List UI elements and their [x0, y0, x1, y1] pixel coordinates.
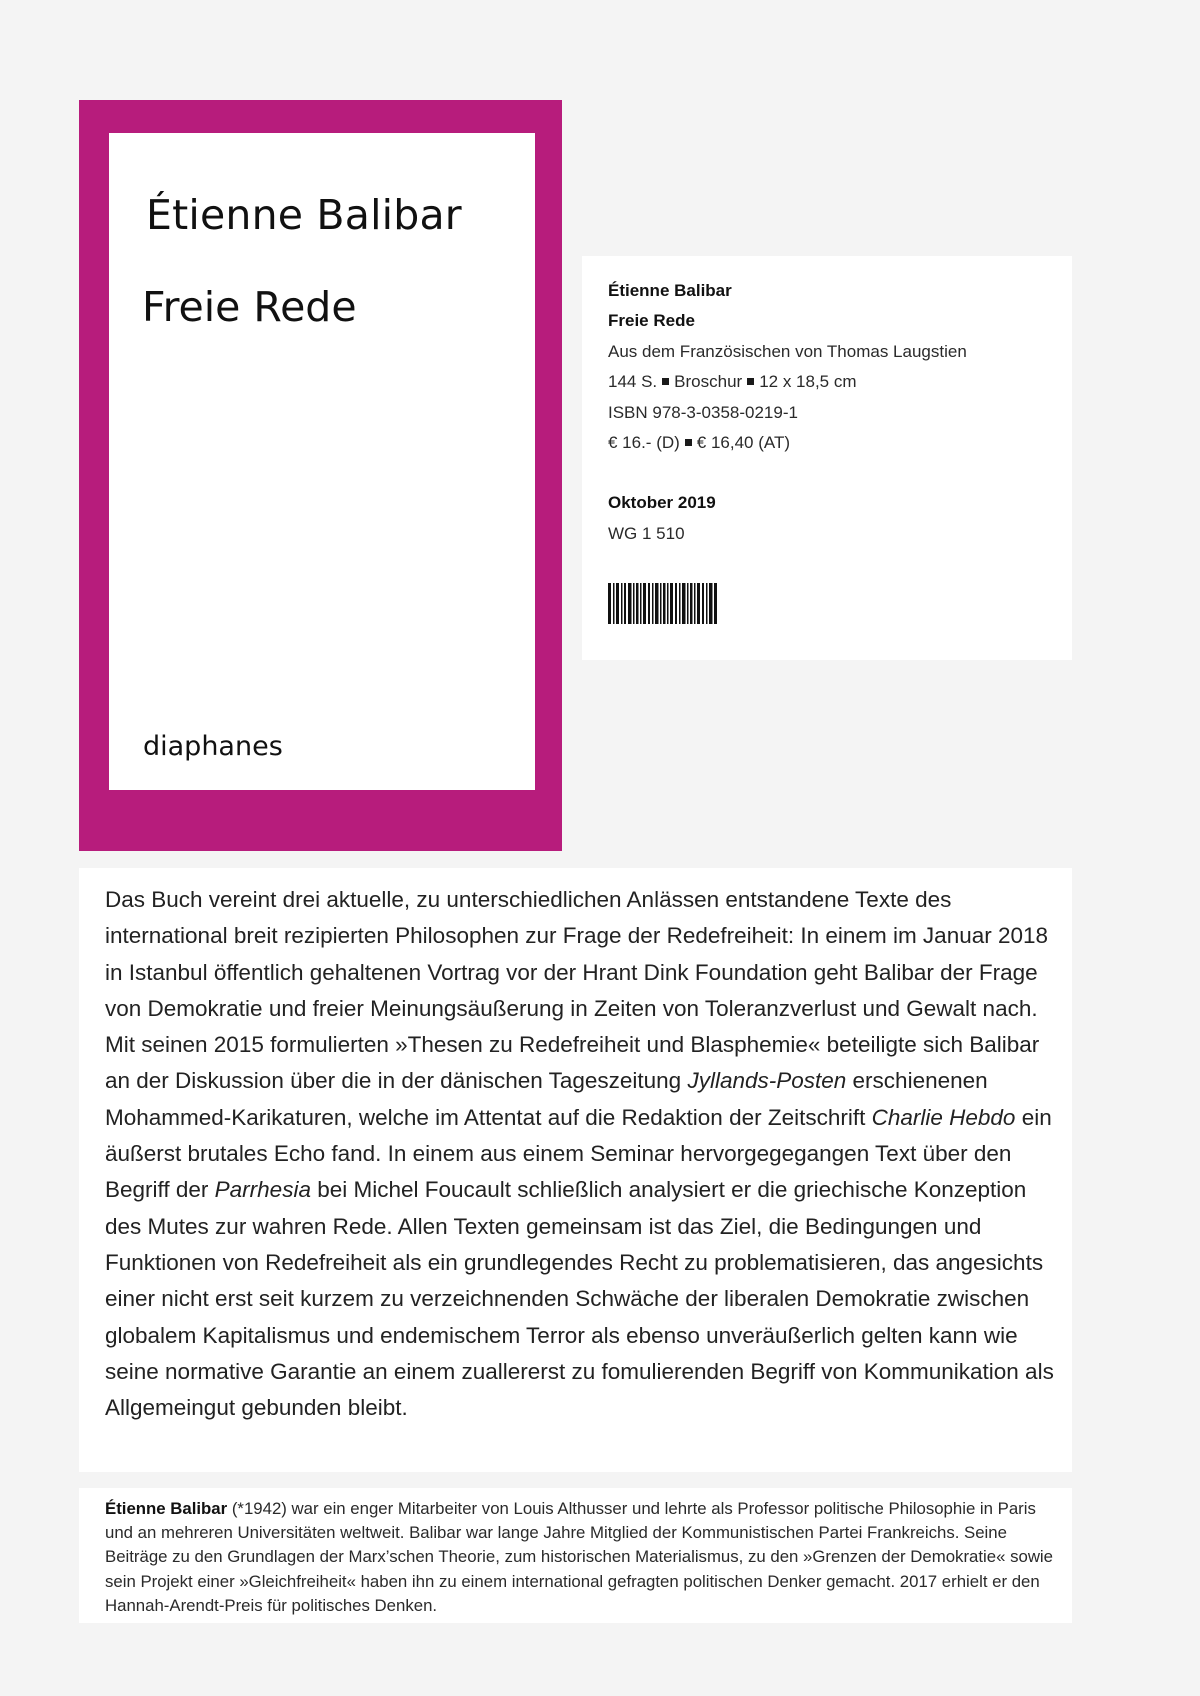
info-price-at: € 16,40 (AT): [696, 433, 791, 453]
book-info-panel: [582, 256, 1072, 660]
info-specs: [608, 367, 967, 397]
info-title: Freie Rede: [608, 311, 695, 331]
magazine-name: Charlie Hebdo: [871, 1104, 1016, 1130]
cover-title: Freie Rede: [142, 283, 357, 331]
info-translation: Aus dem Französischen von Thomas Laugstien: [608, 341, 967, 361]
book-cover-panel: [109, 133, 535, 790]
bio-author-name: Étienne Balibar: [105, 1499, 228, 1518]
author-bio-panel: [79, 1488, 1072, 1623]
author-bio-text: Étienne Balibar (*1942) war ein enger Mitarbeiter von Louis Althusser und lehrte als Professor politische Philosophie in Paris und an mehreren Universitäten weltweit. Balibar war lange Jahre Mitglied der Kommunistischen Partei Frankreichs. Seine Beiträge zu den Grundlagen der Marx’schen Theorie, zum historischen Materialismus, zu den »Grenzen der Demokratie« sowie sein Projekt einer »Gleichfreiheit« haben ihn zu einem international gefragten politischen Denker gemacht. 2017 erhielt er den Hannah-Arendt-Preis für politisches Denken.: [105, 1499, 1053, 1615]
info-wg: WG 1 510: [608, 523, 685, 543]
separator-square-icon: [662, 378, 669, 385]
info-price-de: € 16.- (D): [608, 433, 680, 453]
separator-square-icon: [685, 439, 692, 446]
newspaper-name: Jyllands-Posten: [687, 1068, 847, 1094]
parrhesia-term: Parrhesia: [214, 1177, 311, 1203]
info-price: [608, 428, 967, 458]
cover-author: Étienne Balibar: [146, 191, 462, 239]
description-text: Das Buch vereint drei aktuelle, zu unterschiedlichen Anlässen entstandene Texte des international breit rezipierten Philosophen zur Frage der Redefreiheit: In einem im Januar 2018 in Istanbul öffentlich gehaltenen Vortrag vor der Hrant Dink Foundation geht Balibar der Frage von Demokratie und freier Meinungsäußerung in Zeiten von Toleranzverlust und Gewalt nach. Mit seinen 2015 formulierten »Thesen zu Redefreiheit und Blasphemie« beteiligte sich Balibar an der Diskussion über die in der dänischen Tageszeitung Jyllands-Posten erschienenen Mohammed-Karikaturen, welche im Attentat auf die Redaktion der Zeitschrift Charlie Hebdo ein äußerst brutales Echo fand. In einem aus einem Seminar hervorgegegangen Text über den Begriff der Parrhesia bei Michel Foucault schließlich analysiert er die griechische Konzeption des Mutes zur wahren Rede. Allen Texten gemeinsam ist das Ziel, die Bedingungen und Funktionen von Redefreiheit als ein grundlegendes Recht zu problematisieren, das angesichts einer nicht erst seit kurzem zu verzeichnenden Schwäche der liberalen Demokratie zwischen globalem Kapitalismus und endemischem Terror als ebenso unveräußerlich gelten kann wie seine normative Garantie an einem zuallererst zu fomulierenden Begriff von Kommunikation als Allgemeingut gebunden bleibt.: [105, 887, 1054, 1421]
info-author: Étienne Balibar: [608, 281, 732, 300]
separator-square-icon: [747, 378, 754, 385]
description-panel: [79, 868, 1072, 1472]
info-pages: 144 S.: [608, 372, 658, 392]
barcode-icon: [608, 583, 718, 624]
info-binding: Broschur: [674, 372, 743, 392]
info-date: Oktober 2019: [608, 493, 716, 513]
book-cover: [79, 100, 562, 851]
info-format: 12 x 18,5 cm: [759, 372, 857, 392]
info-isbn: ISBN 978-3-0358-0219-1: [608, 402, 798, 422]
cover-publisher: diaphanes: [143, 731, 283, 762]
